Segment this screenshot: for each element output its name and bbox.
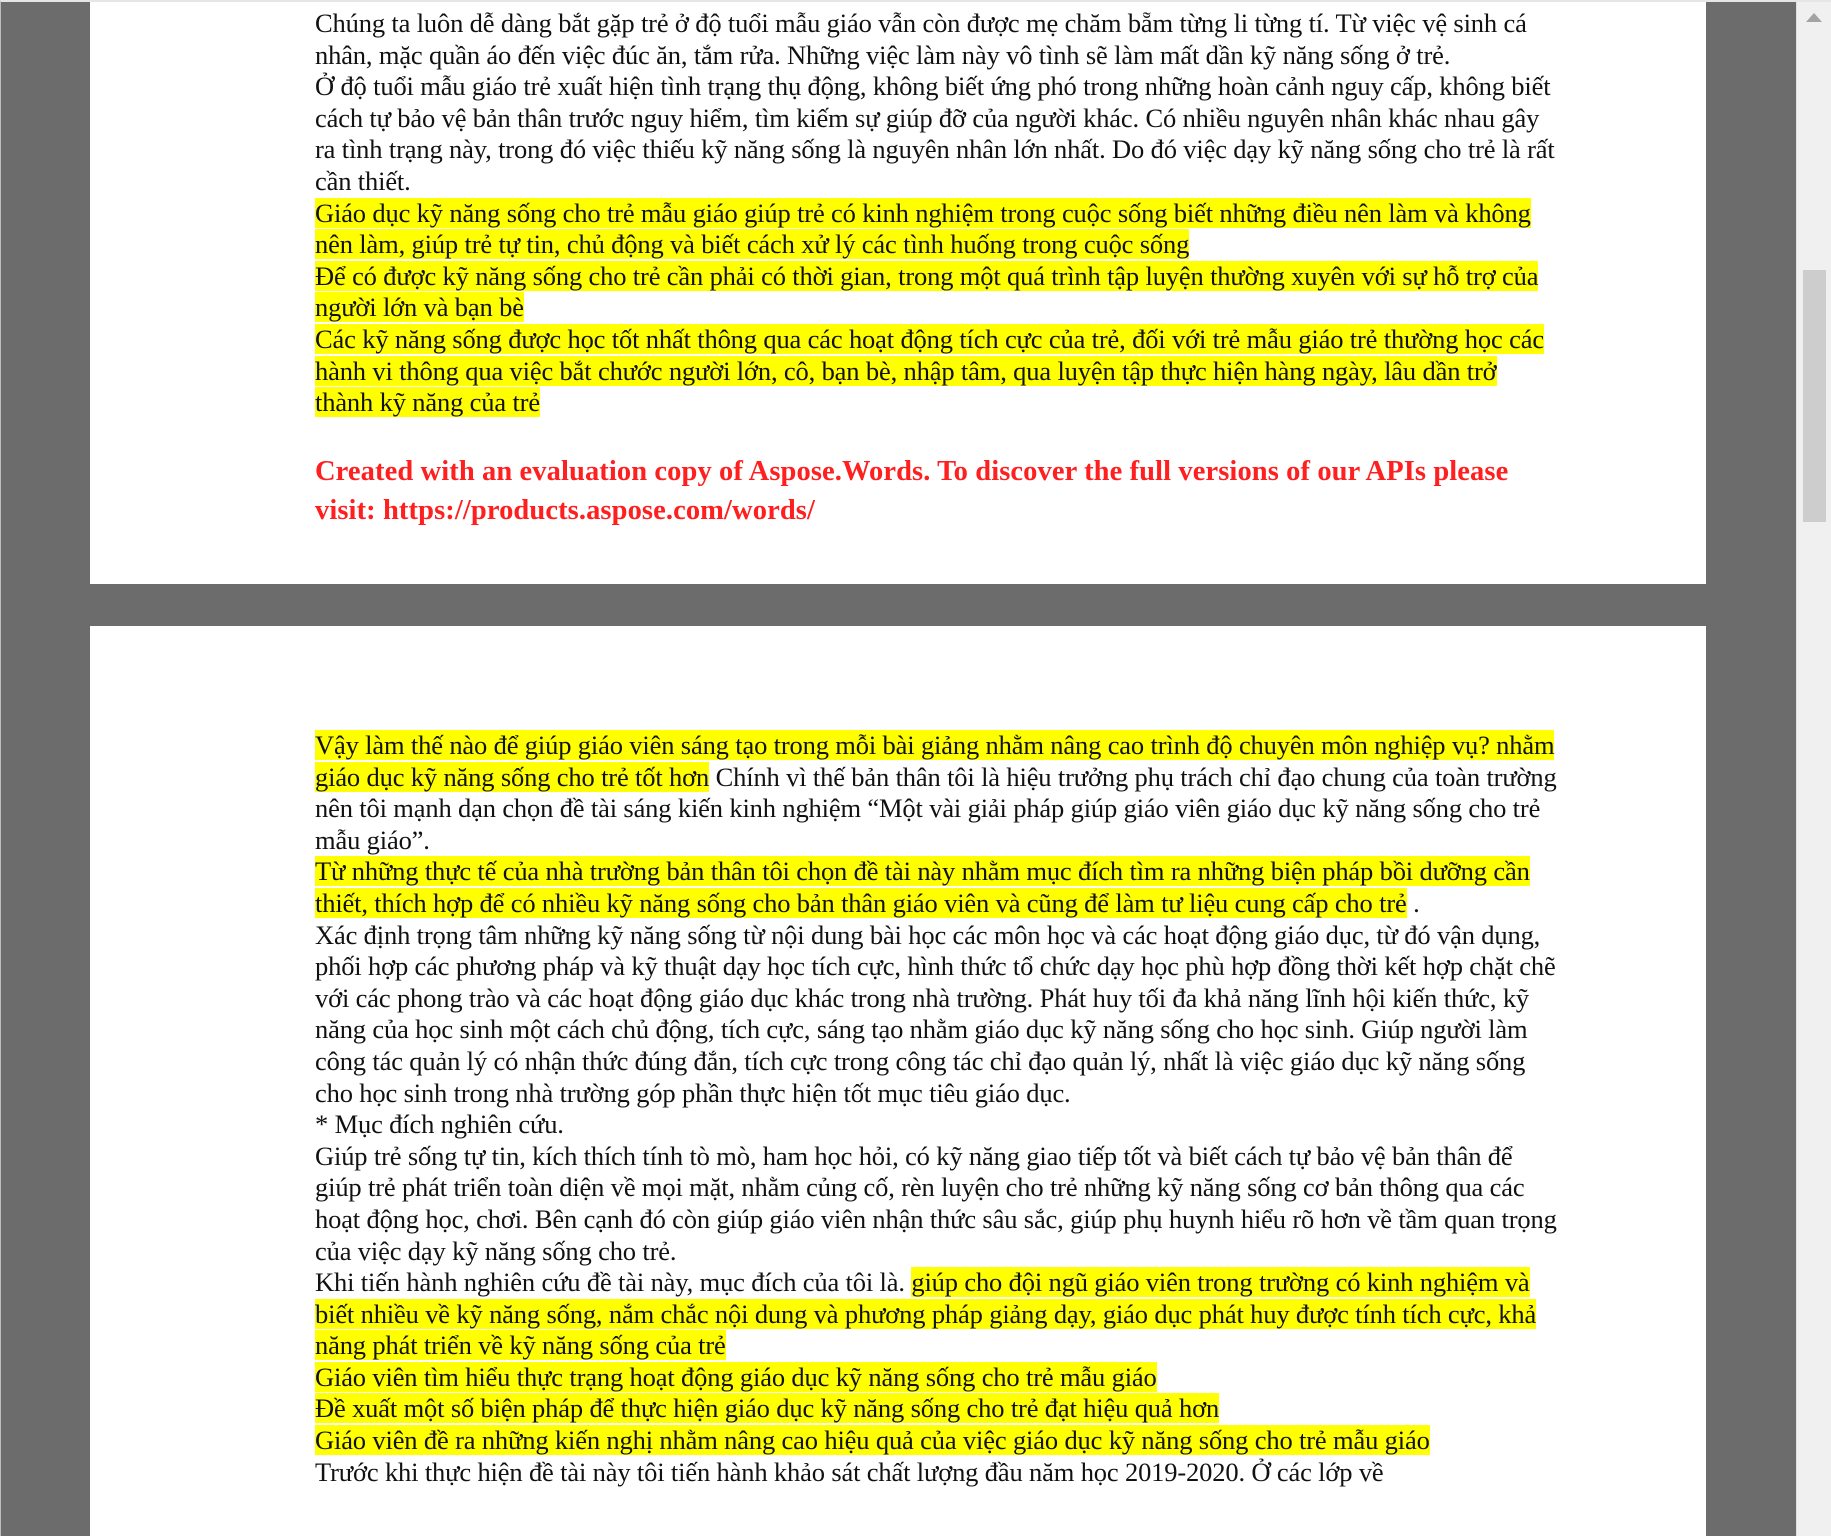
paragraph	[315, 1141, 1560, 1267]
paragraph	[315, 730, 1560, 856]
paragraph-text: Khi tiến hành nghiên cứu đề tài này, mục đích của tôi là.	[315, 1267, 912, 1298]
document-page-2	[90, 626, 1706, 1536]
paragraph-text: .	[1406, 887, 1420, 918]
highlighted-text: Giáo viên tìm hiểu thực trạng hoạt động giáo dục kỹ năng sống cho trẻ mẫu giáo	[315, 1361, 1157, 1392]
highlighted-text: Các kỹ năng sống được học tốt nhất thông qua các hoạt động tích cực của trẻ, đối với trẻ mẫu giáo trẻ thường học các hành vi thông qua việc bắt chước người lớn, cô, bạn bè, nhập tâm, qua luyện tập thực hiện hàng ngày, lâu dần trở thành kỹ năng của trẻ	[315, 323, 1544, 418]
scrollbar-thumb[interactable]	[1803, 270, 1826, 522]
evaluation-notice: Created with an evaluation copy of Aspose.Words. To discover the full versions of our APIs please visit: https://products.aspose.com/words/	[315, 455, 1509, 526]
highlighted-paragraph	[315, 198, 1560, 261]
page-1-body	[315, 8, 1560, 530]
highlighted-text: Giáo viên đề ra những kiến nghị nhằm nâng cao hiệu quả của việc giáo dục kỹ năng sống cho trẻ mẫu giáo	[315, 1425, 1430, 1456]
highlighted-text: Để có được kỹ năng sống cho trẻ cần phải có thời gian, trong một quá trình tập luyện thường xuyên với sự hỗ trợ của người lớn và bạn bè	[315, 260, 1539, 323]
paragraph-text: Chúng ta luôn dễ dàng bắt gặp trẻ ở độ tuổi mẫu giáo vẫn còn được mẹ chăm bẵm từng li từng tí. Từ việc vệ sinh cá nhân, mặc quần áo đến việc đúc ăn, tắm rửa. Những việc làm này vô tình sẽ làm mất dần kỹ năng sống ở trẻ.	[315, 8, 1527, 70]
highlighted-text: Giáo dục kỹ năng sống cho trẻ mẫu giáo giúp trẻ có kinh nghiệm trong cuộc sống biết những điều nên làm và không nên làm, giúp trẻ tự tin, chủ động và biết cách xử lý các tình huống trong cuộc sống	[315, 197, 1531, 260]
paragraph	[315, 8, 1560, 71]
highlighted-paragraph	[315, 1425, 1560, 1457]
highlighted-text: Đề xuất một số biện pháp để thực hiện giáo dục kỹ năng sống cho trẻ đạt hiệu quả hơn	[315, 1393, 1220, 1424]
paragraph-text: * Mục đích nghiên cứu.	[315, 1109, 564, 1140]
section-heading	[315, 1109, 1560, 1141]
paragraph-text: Xác định trọng tâm những kỹ năng sống từ nội dung bài học các môn học và các hoạt động giáo dục, từ đó vận dụng, phối hợp các phương pháp và kỹ thuật dạy học tích cực, hình thức tổ chức dạy học phù hợp đồng thời kết hợp chặt chẽ với các phong trào và các hoạt động giáo dục khác trong nhà trường. Phát huy tối đa khả năng lĩnh hội kiến thức, kỹ năng của học sinh một cách chủ động, tích cực, sáng tạo nhằm giáo dục kỹ năng sống cho học sinh. Giúp người làm công tác quản lý có nhận thức đúng đắn, tích cực trong công tác chỉ đạo quản lý, nhất là việc giáo dục kỹ năng sống cho học sinh trong nhà trường góp phần thực hiện tốt mục tiêu giáo dục.	[315, 919, 1556, 1108]
highlighted-text: giúp cho đội ngũ giáo viên trong trường có kinh nghiệm và biết nhiều về kỹ năng sống, nắm chắc nội dung và phương pháp giảng dạy, giáo dục phát huy được tính tích cực, khả năng phát triển về kỹ năng sống của trẻ	[315, 1267, 1537, 1361]
paragraph	[315, 71, 1560, 197]
vertical-scrollbar[interactable]	[1796, 2, 1831, 1536]
scroll-up-button[interactable]	[1797, 6, 1831, 28]
highlighted-paragraph	[315, 1362, 1560, 1394]
page-2-body	[315, 730, 1560, 1488]
highlighted-text: Vậy làm thế nào để giúp giáo viên sáng tạo trong mỗi bài giảng nhằm nâng cao trình độ chuyên môn nghiệp vụ? nhằm giáo dục kỹ năng sống cho trẻ tốt hơn	[315, 730, 1555, 792]
paragraph	[315, 856, 1560, 919]
highlighted-paragraph	[315, 324, 1560, 419]
document-page-1	[90, 2, 1706, 584]
paragraph	[315, 920, 1560, 1110]
paragraph-text: Giúp trẻ sống tự tin, kích thích tính tò mò, ham học hỏi, có kỹ năng giao tiếp tốt và biết cách tự bảo vệ bản thân để giúp trẻ phát triển toàn diện về mọi mặt, nhằm củng cố, rèn luyện cho trẻ những kỹ năng sống cơ bản thông qua các hoạt động học, chơi. Bên cạnh đó còn giúp giáo viên nhận thức sâu sắc, giúp phụ huynh hiểu rõ hơn về tầm quan trọng của việc dạy kỹ năng sống cho trẻ.	[315, 1140, 1557, 1266]
paragraph-text: Chính vì thế bản thân tôi là hiệu trưởng phụ trách chỉ đạo chung của toàn trường nên tôi mạnh dạn chọn đề tài sáng kiến kinh nghiệm “Một vài giải pháp giúp giáo viên giáo dục kỹ năng sống cho trẻ mẫu giáo”.	[315, 761, 1557, 855]
paragraph	[315, 1267, 1560, 1362]
highlighted-paragraph	[315, 261, 1560, 324]
paragraph-text: Ở độ tuổi mẫu giáo trẻ xuất hiện tình trạng thụ động, không biết ứng phó trong những hoàn cảnh nguy cấp, không biết cách tự bảo vệ bản thân trước nguy hiểm, tìm kiếm sự giúp đỡ của người khác. Có nhiều nguyên nhân khác nhau gây ra tình trạng này, trong đó việc thiếu kỹ năng sống là nguyên nhân lớn nhất. Do đó việc dạy kỹ năng sống cho trẻ là rất cần thiết.	[315, 71, 1555, 196]
highlighted-paragraph	[315, 1393, 1560, 1425]
highlighted-text: Từ những thực tế của nhà trường bản thân tôi chọn đề tài này nhằm mục đích tìm ra những biện pháp bồi dưỡng cần thiết, thích hợp để có nhiều kỹ năng sống cho bản thân giáo viên và cũng để làm tư liệu cung cấp cho trẻ	[315, 856, 1530, 918]
paragraph	[315, 1457, 1560, 1489]
paragraph-text: Trước khi thực hiện đề tài này tôi tiến hành khảo sát chất lượng đầu năm học 2019-2020. Ở các lớp về	[315, 1456, 1384, 1487]
triangle-up-icon	[1806, 13, 1822, 22]
